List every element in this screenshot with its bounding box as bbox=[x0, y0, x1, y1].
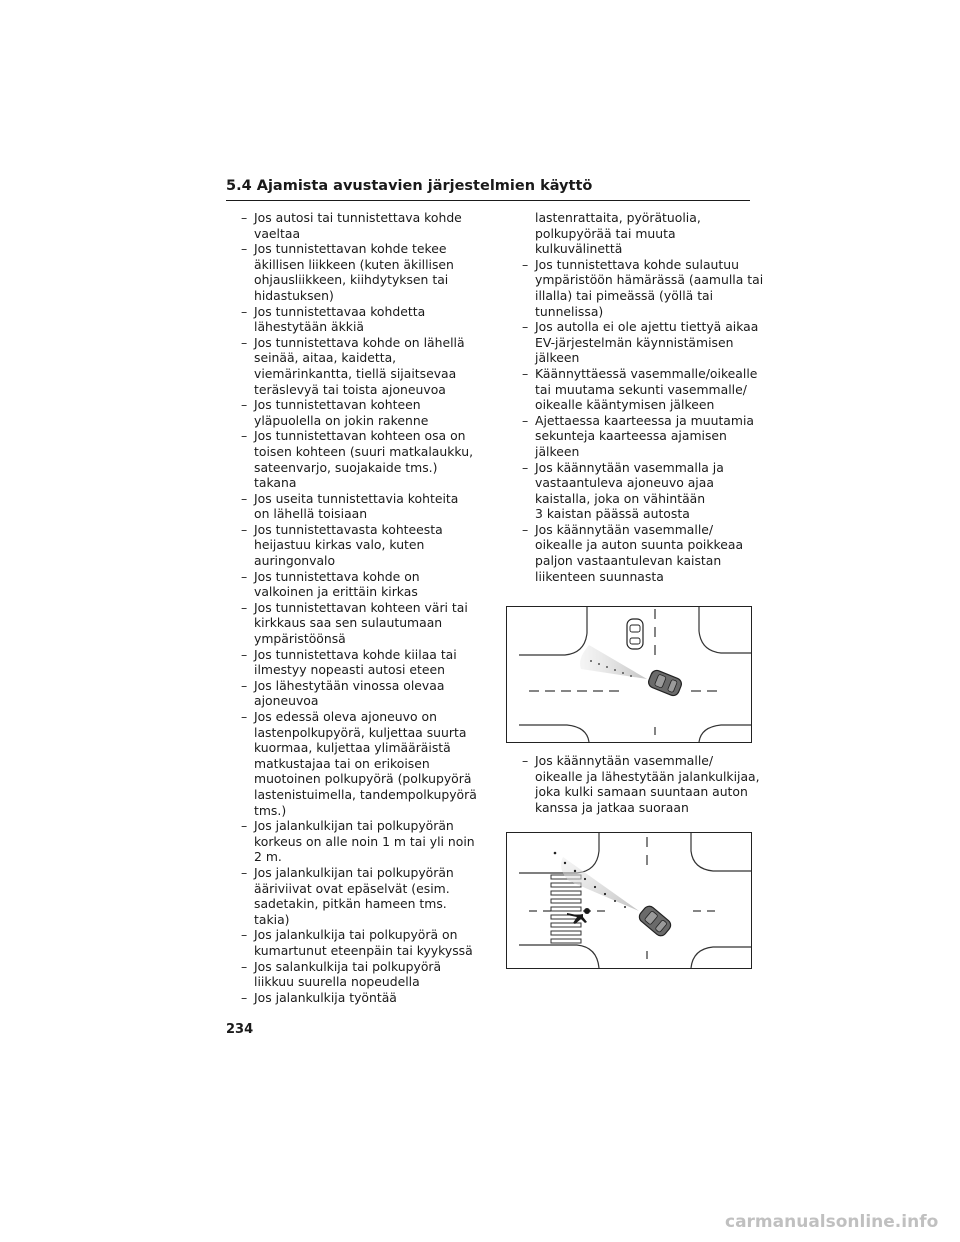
list-item-line: oikealle ja auton suunta poikkeaa bbox=[535, 537, 744, 553]
list-item-line: ilmestyy nopeasti autosi eteen bbox=[254, 662, 446, 678]
list-item bbox=[522, 365, 758, 413]
intersection-oncoming-vehicle-icon bbox=[507, 607, 751, 742]
list-item-line: oikealle ja lähestytään jalankulkijaa, bbox=[535, 768, 760, 784]
list-item bbox=[241, 927, 473, 958]
list-item-line: joka kulki samaan suuntaan auton bbox=[535, 784, 748, 800]
list-item bbox=[522, 460, 754, 522]
list-item bbox=[241, 678, 469, 709]
list-item-line: kuormaa, kuljettaa ylimääräistä bbox=[254, 740, 451, 756]
list-item-line: liikenteen suunnasta bbox=[535, 568, 664, 584]
list-item-line: – Jos käännytään vasemmalle/ bbox=[535, 753, 714, 768]
list-item-line: matkustajaa tai on erikoisen bbox=[254, 755, 430, 771]
list-item-line: oikealle kääntymisen jälkeen bbox=[535, 397, 715, 413]
list-item-line: lastenpolkupyörä, kuljettaa suurta bbox=[254, 724, 467, 740]
list-item-line: – Jos käännytään vasemmalla ja bbox=[535, 459, 724, 475]
list-item bbox=[241, 959, 469, 990]
list-item bbox=[522, 522, 754, 584]
list-item-line: – Jos jalankulkija työntää bbox=[254, 989, 397, 1005]
list-item-line: ympäristöön hämärässä (aamulla tai bbox=[535, 272, 764, 288]
list-item bbox=[241, 335, 469, 397]
list-item bbox=[241, 210, 469, 241]
list-item-line: vaeltaa bbox=[254, 225, 301, 241]
list-item-line: ohjausliikkeen, kiihdytyksen tai bbox=[254, 272, 449, 288]
list-item-line: – Jos jalankulkija tai polkupyörä on bbox=[254, 927, 458, 943]
list-item bbox=[241, 569, 469, 600]
list-item-line: kirkkaus saa sen sulautumaan bbox=[254, 615, 443, 631]
list-item-line: äkillisen liikkeen (kuten äkillisen bbox=[254, 256, 454, 272]
list-item-continuation bbox=[522, 210, 754, 257]
list-item-line: kanssa ja jatkaa suoraan bbox=[535, 799, 689, 815]
list-item-line: – Jos tunnistettavasta kohteesta bbox=[254, 521, 443, 537]
list-item-line: – Jos tunnistettavaa kohdetta bbox=[254, 303, 426, 319]
list-item-line: jälkeen bbox=[535, 350, 580, 366]
left-column bbox=[241, 210, 477, 1005]
list-item-line: tunnelissa) bbox=[535, 303, 604, 319]
list-item bbox=[241, 241, 469, 303]
list-item bbox=[241, 865, 469, 927]
list-item-line: – Jos tunnistettava kohde sulautuu bbox=[535, 256, 739, 272]
list-item-line: 2 m. bbox=[254, 849, 282, 865]
list-item-line: – Jos autosi tai tunnistettava kohde bbox=[254, 210, 462, 225]
figure-turn-pedestrian-crossing bbox=[506, 832, 752, 969]
list-item bbox=[522, 319, 759, 366]
list-item-line: kumartunut eteenpäin tai kyykyssä bbox=[254, 942, 473, 958]
list-item bbox=[241, 600, 469, 647]
list-item-line: – Jos edessä oleva ajoneuvo on bbox=[254, 709, 437, 724]
list-item-line: EV-järjestelmän käynnistämisen bbox=[535, 334, 734, 350]
list-item-line: – Jos tunnistettavan kohde tekee bbox=[254, 241, 447, 257]
list-item bbox=[241, 990, 469, 1006]
list-item-line: hidastuksen) bbox=[254, 287, 334, 303]
left-bullet-list bbox=[241, 210, 477, 1005]
list-item bbox=[241, 709, 477, 818]
right-column-bottom bbox=[522, 753, 760, 815]
list-item-line: korkeus on alle noin 1 m tai yli noin bbox=[254, 833, 475, 849]
list-item-line: – Käännyttäessä vasemmalle/oikealle bbox=[535, 365, 758, 381]
list-item-line: – Jos salankulkija tai polkupyörä bbox=[254, 958, 442, 974]
list-item-line: lastenistuimella, tandempolkupyörä bbox=[254, 786, 477, 802]
list-item-line: vastaantuleva ajoneuvo ajaa bbox=[535, 475, 714, 491]
list-item-line: – Jos tunnistettava kohde kiilaa tai bbox=[254, 646, 457, 662]
list-item-line: – Jos tunnistettava kohde on lähellä bbox=[254, 334, 465, 350]
list-item bbox=[522, 753, 760, 815]
list-item bbox=[241, 818, 475, 865]
list-item-line: – Jos lähestytään vinossa olevaa bbox=[254, 677, 445, 693]
list-item-line: auringonvalo bbox=[254, 553, 336, 569]
list-item-line: – Jos tunnistettavan kohteen bbox=[254, 397, 421, 413]
section-header bbox=[226, 178, 750, 201]
list-item-line: – Jos useita tunnistettavia kohteita bbox=[254, 490, 459, 506]
list-item-line: takia) bbox=[254, 911, 290, 927]
list-item-line: 3 kaistan päässä autosta bbox=[535, 506, 690, 522]
page-number: 234 bbox=[226, 1022, 254, 1037]
list-item-line: ajoneuvoa bbox=[254, 693, 319, 709]
list-item-line: kulkuvälinettä bbox=[535, 241, 623, 257]
list-item-line: lähestytään äkkiä bbox=[254, 319, 364, 335]
list-item-line: – Ajettaessa kaarteessa ja muutamia bbox=[535, 412, 755, 428]
list-item-line: – Jos tunnistettavan kohteen osa on bbox=[254, 428, 466, 444]
list-item-line: takana bbox=[254, 475, 297, 491]
list-item-line: ääriviivat ovat epäselvät (esim. bbox=[254, 880, 450, 896]
list-item-line: ympäristöönsä bbox=[254, 631, 346, 647]
right-column-top bbox=[522, 210, 764, 584]
list-item-line: – Jos autolla ei ole ajettu tiettyä aikaa bbox=[535, 319, 759, 335]
list-item bbox=[241, 304, 469, 335]
list-item-line: – Jos jalankulkijan tai polkupyörän bbox=[254, 864, 454, 880]
list-item-line: jälkeen bbox=[535, 443, 580, 459]
list-item-line: valkoinen ja erittäin kirkas bbox=[254, 584, 418, 600]
list-item bbox=[241, 397, 469, 428]
list-item-line: on lähellä toisiaan bbox=[254, 506, 368, 522]
list-item-line: tai muutama sekunti vasemmalle/ bbox=[535, 381, 747, 397]
list-item-line: sekunteja kaarteessa ajamisen bbox=[535, 428, 727, 444]
figure-left-turn-oncoming-vehicle bbox=[506, 606, 752, 743]
section-title: 5.4 Ajamista avustavien järjestelmien käyttö bbox=[226, 178, 593, 194]
list-item-line: muotoinen polkupyörä (polkupyörä bbox=[254, 771, 472, 787]
right-bullet-list-after-figure bbox=[522, 753, 760, 815]
list-item bbox=[241, 647, 469, 678]
list-item-line: toisen kohteen (suuri matkalaukku, bbox=[254, 443, 474, 459]
list-item-line: sateenvarjo, suojakaide tms.) bbox=[254, 459, 438, 475]
list-item-line: – Jos jalankulkijan tai polkupyörän bbox=[254, 818, 454, 834]
list-item-line: yläpuolella on jokin rakenne bbox=[254, 412, 429, 428]
list-item-line: seinää, aitaa, kaidetta, bbox=[254, 350, 397, 366]
list-item-line: paljon vastaantulevan kaistan bbox=[535, 553, 722, 569]
list-item bbox=[241, 428, 474, 491]
list-item-line: lastenrattaita, pyörätuolia, bbox=[535, 210, 701, 225]
list-item bbox=[241, 491, 469, 522]
list-item-line: illalla) tai pimeässä (yöllä tai bbox=[535, 287, 714, 303]
list-item-line: viemärinkantta, tiellä sijaitsevaa bbox=[254, 365, 457, 381]
list-item-line: – Jos tunnistettava kohde on bbox=[254, 568, 420, 584]
list-item-line: – Jos tunnistettavan kohteen väri tai bbox=[254, 599, 468, 615]
list-item bbox=[241, 522, 469, 569]
list-item bbox=[522, 256, 764, 319]
watermark: carmanualsonline.info bbox=[725, 1212, 939, 1232]
list-item-line: heijastuu kirkas valo, kuten bbox=[254, 537, 425, 553]
list-item-line: teräslevyä tai toista ajoneuvoa bbox=[254, 381, 446, 397]
list-item-line: sadetakin, pitkän hameen tms. bbox=[254, 896, 447, 912]
list-item bbox=[522, 413, 754, 460]
intersection-pedestrian-crossing-icon bbox=[507, 833, 751, 968]
list-item-line: liikkuu suurella nopeudella bbox=[254, 974, 420, 990]
list-item-line: polkupyörää tai muuta bbox=[535, 225, 676, 241]
list-item-line: tms.) bbox=[254, 802, 287, 818]
list-item-line: kaistalla, joka on vähintään bbox=[535, 490, 706, 506]
list-item-line: – Jos käännytään vasemmalle/ bbox=[535, 521, 714, 537]
right-bullet-list bbox=[522, 210, 764, 584]
